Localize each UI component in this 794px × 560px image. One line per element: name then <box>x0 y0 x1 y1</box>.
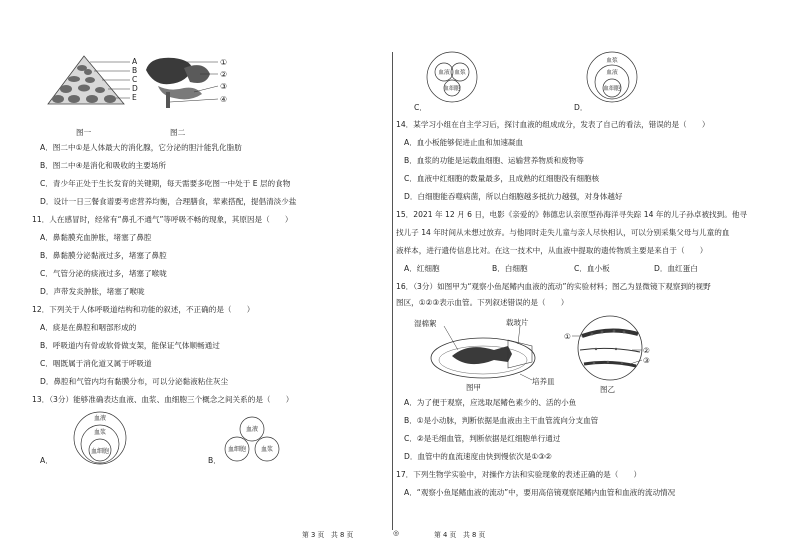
q16-option-b: B．①是小动脉，判断依据是血液由主干血管流向分支血管 <box>404 416 599 425</box>
q13d-top-label: 血浆 <box>606 58 618 64</box>
q16-option-d: D．血管中的血流速度由快到慢依次是①③② <box>404 452 552 461</box>
q14-option-b: B．血浆的功能是运载血细胞、运输营养物质和废物等 <box>404 156 584 165</box>
q16-stem-line-2: 图区，①②③表示血管。下列叙述错误的是（ ） <box>396 298 569 307</box>
q11-option-c: C．气管分泌的痰液过多，堵塞了喉咙 <box>40 269 167 278</box>
q17-option-a: A．“观察小鱼尾鳍血液的流动”中，要用高倍镜观察尾鳍内血管和血液的流动情况 <box>404 488 676 497</box>
q11-option-b: B．鼻黏膜分泌黏液过多，堵塞了鼻腔 <box>40 251 167 260</box>
q13b-right-label: 血浆 <box>260 446 274 453</box>
q13d-bottom-label: 血细胞 <box>603 86 621 92</box>
organ-label-1: ① <box>220 58 228 67</box>
q16-figure-jia <box>408 316 558 392</box>
dish-label: 培养皿 <box>532 377 555 386</box>
q13c-b-label: 血细胞 <box>443 86 461 92</box>
q13b-left-label: 血细胞 <box>227 446 247 453</box>
q15-stem-line-1: 15．2021 年 12 月 6 日，电影《亲爱的》韩德忠认亲原型孙海洋寻失踪 14 年的儿子孙卓被找到。他寻 <box>396 210 748 219</box>
q13-option-d-label: D． <box>574 103 588 112</box>
food-pyramid-figure <box>44 52 144 124</box>
vessel-label-1: ① <box>564 332 571 341</box>
q10-option-c: C．青少年正处于生长发育的关键期，每天需要多吃图一中处于 E 层的食物 <box>40 179 291 188</box>
q10-option-b: B．图二中④是消化和吸收的主要场所 <box>40 161 166 170</box>
pyramid-label-b: B <box>132 66 138 75</box>
q15-option-b: B．白细胞 <box>492 264 528 273</box>
q15-option-c: C．血小板 <box>574 264 610 273</box>
q13-option-a-diagram <box>68 410 132 466</box>
q14-option-d: D．白细胞能吞噬病菌，所以白细胞越多抵抗力越强，对身体越好 <box>404 192 623 201</box>
cotton-label: 湿棉絮 <box>414 319 437 328</box>
q13a-outer-label: 血液 <box>93 415 107 422</box>
q11-option-a: A．鼻黏膜充血肿胀，堵塞了鼻腔 <box>40 233 152 242</box>
q13d-mid-label: 血液 <box>606 70 618 76</box>
q13-option-b-label: B． <box>208 456 221 465</box>
digestive-organs-figure <box>140 52 240 124</box>
q11-stem: 11．人在感冒时，经常有“鼻孔不通气”等呼吸不畅的现象，其原因是（ ） <box>32 215 293 224</box>
organ-label-2: ② <box>220 70 228 79</box>
q12-stem: 12．下列关于人体呼吸道结构和功能的叙述，不正确的是（ ） <box>32 305 255 314</box>
q15-option-d: D．血红蛋白 <box>654 264 698 273</box>
q16-figure-yi <box>562 312 656 394</box>
figure-1-caption: 图一 <box>76 128 92 137</box>
page-number-left: 第 3 页 共 8 页 <box>302 531 354 539</box>
q13b-top-label: 血液 <box>245 426 259 433</box>
q15-stem-line-3: 液样本，进行遗传信息比对。在这一技术中，从血液中提取的遗传物质主要是来自于（ ） <box>396 246 708 255</box>
q13c-outer-label: 血液 <box>438 70 450 76</box>
q11-option-d: D．声带发炎肿胀，堵塞了喉咙 <box>40 287 145 296</box>
q13a-middle-label: 血浆 <box>93 429 107 436</box>
q10-option-d: D．设计一日三餐食谱要考虑营养均衡，合理膳食，荤素搭配，提倡清淡少盐 <box>40 197 297 206</box>
q10-option-a: A．图二中①是人体最大的消化腺，它分泌的胆汁能乳化脂肪 <box>40 143 242 152</box>
q15-stem-line-2: 找儿子 14 年时间从未想过放弃。与他同时走失儿童与亲人尽快相认，可以分别采集父母与儿童的血 <box>396 228 730 237</box>
q13-option-a-label: A． <box>40 456 53 465</box>
vessel-label-3: ③ <box>643 356 650 365</box>
pyramid-label-d: D <box>132 84 138 93</box>
q16-option-c: C．②是毛细血管，判断依据是红细胞单行通过 <box>404 434 561 443</box>
vessel-label-2: ② <box>643 346 650 355</box>
q16-stem-line-1: 16．（3分）如图甲为“观察小鱼尾鳍内血液的流动”的实验材料；图乙为显微镜下观察到的视野 <box>396 282 711 291</box>
binding-mark: ◎ <box>393 529 399 537</box>
figure-2-caption: 图二 <box>170 128 186 137</box>
q12-option-a: A．痰是在鼻腔和咽部形成的 <box>40 323 137 332</box>
figure-yi-caption: 图乙 <box>600 385 615 394</box>
page-number-right: 第 4 页 共 8 页 <box>434 531 486 539</box>
column-divider <box>392 52 393 530</box>
q13-option-c-label: C． <box>414 103 427 112</box>
q17-stem: 17．下列生物学实验中，对操作方法和实验现象的表述正确的是（ ） <box>396 470 642 479</box>
organ-label-4: ④ <box>220 95 228 104</box>
q16-option-a: A．为了便于观察，应选取尾鳍色素少的、活的小鱼 <box>404 398 577 407</box>
q14-option-c: C．血液中红细胞的数量最多，且成熟的红细胞没有细胞核 <box>404 174 600 183</box>
q13-option-b-diagram <box>220 415 284 463</box>
q12-option-c: C．咽既属于消化道又属于呼吸道 <box>40 359 152 368</box>
q14-stem: 14．某学习小组在自主学习后，探讨血液的组成成分，发表了自己的看法，错误的是（ ） <box>396 120 710 129</box>
q13-stem: 13．（3分）能够准确表达血液、血浆、血细胞三个概念之间关系的是（ ） <box>32 395 294 404</box>
pyramid-label-a: A <box>132 57 138 66</box>
q14-option-a: A．血小板能够促进止血和加速凝血 <box>404 138 524 147</box>
q13c-a-label: 血浆 <box>454 70 466 76</box>
q12-option-b: B．呼吸道内有骨或软骨做支架，能保证气体顺畅通过 <box>40 341 220 350</box>
pyramid-label-e: E <box>132 93 137 102</box>
q13-option-c-diagram <box>424 50 480 104</box>
q15-option-a: A．红细胞 <box>404 264 440 273</box>
pyramid-label-c: C <box>132 75 138 84</box>
q13a-inner-label: 血细胞 <box>90 448 110 455</box>
organ-label-3: ③ <box>220 82 228 91</box>
slide-label: 载玻片 <box>506 318 529 327</box>
q13-option-d-diagram <box>584 50 640 104</box>
q12-option-d: D．鼻腔和气管内均有黏膜分布，可以分泌黏液粘住灰尘 <box>40 377 229 386</box>
figure-jia-caption: 图甲 <box>466 383 481 392</box>
